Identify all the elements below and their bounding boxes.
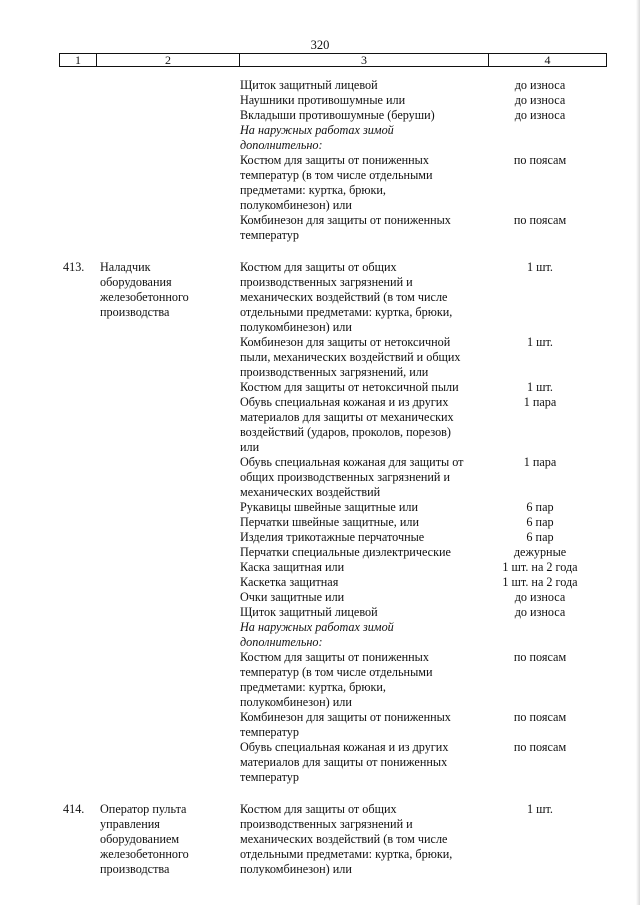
issue-norm: [485, 183, 590, 198]
table-row: [0, 862, 640, 877]
equipment-item: предметами: куртка, брюки,: [240, 680, 386, 694]
table-row: [0, 485, 640, 500]
job-title: оборудования: [100, 275, 172, 289]
row-number: [0, 183, 100, 198]
row-number: [0, 93, 100, 108]
table-row: [0, 123, 640, 138]
equipment-item: Вкладыши противошумные (беруши): [240, 108, 435, 122]
issue-norm: 1 пара: [523, 455, 557, 469]
issue-norm: [485, 695, 590, 710]
job-title: [100, 198, 240, 213]
job-title: [100, 350, 240, 365]
row-number: [0, 847, 100, 862]
row-number: [0, 500, 100, 515]
table-row: [0, 740, 640, 755]
table-row: [0, 380, 640, 395]
table-row: [0, 680, 640, 695]
issue-norm: 6 пар: [526, 500, 554, 514]
equipment-item: температур: [240, 228, 299, 242]
table-row: [0, 530, 640, 545]
issue-norm: до износа: [514, 93, 566, 107]
row-number: [0, 410, 100, 425]
issue-norm: [485, 470, 590, 485]
issue-norm: по поясам: [513, 650, 567, 664]
row-number: [0, 817, 100, 832]
row-number: 413.: [63, 260, 85, 274]
job-title: [100, 635, 240, 650]
job-title: [100, 93, 240, 108]
table-row: [0, 320, 640, 335]
job-title: [100, 605, 240, 620]
table-row: [0, 500, 640, 515]
scan-edge: [636, 0, 640, 905]
row-number: [0, 605, 100, 620]
equipment-item: Перчатки специальные диэлектрические: [240, 545, 451, 559]
job-title: [100, 650, 240, 665]
equipment-item: отдельными предметами: куртка, брюки,: [240, 847, 453, 861]
row-number: [0, 305, 100, 320]
table-row: [0, 228, 640, 243]
table-row: [0, 365, 640, 380]
issue-norm: [485, 305, 590, 320]
equipment-item: отдельными предметами: куртка, брюки,: [240, 305, 453, 319]
equipment-item: производственных загрязнений и: [240, 275, 413, 289]
job-title: [100, 183, 240, 198]
equipment-item: или: [240, 440, 260, 454]
job-title: [100, 620, 240, 635]
job-title: [100, 365, 240, 380]
equipment-item: Щиток защитный лицевой: [240, 605, 378, 619]
issue-norm: [485, 228, 590, 243]
issue-norm: [485, 832, 590, 847]
job-title: [100, 485, 240, 500]
table-group: [0, 78, 640, 243]
issue-norm: [485, 425, 590, 440]
table-row: [0, 138, 640, 153]
issue-norm: по поясам: [513, 213, 567, 227]
row-number: [0, 365, 100, 380]
row-number: [0, 695, 100, 710]
row-number: [0, 635, 100, 650]
row-number: [0, 228, 100, 243]
row-number: [0, 123, 100, 138]
equipment-item: Щиток защитный лицевой: [240, 78, 378, 92]
table-row: [0, 545, 640, 560]
header-col-4: 4: [544, 53, 551, 67]
equipment-item: механических воздействий (в том числе: [240, 832, 448, 846]
row-number: [0, 590, 100, 605]
row-number: [0, 575, 100, 590]
equipment-item: температур (в том числе отдельными: [240, 665, 433, 679]
issue-norm: до износа: [514, 78, 566, 92]
job-title: производства: [100, 862, 170, 876]
job-title: [100, 335, 240, 350]
row-number: [0, 680, 100, 695]
table-row: [0, 590, 640, 605]
group-spacer: [0, 243, 640, 260]
table-row: [0, 275, 640, 290]
equipment-item: Рукавицы швейные защитные или: [240, 500, 418, 514]
issue-norm: [485, 198, 590, 213]
row-number: [0, 290, 100, 305]
row-number: [0, 380, 100, 395]
job-title: [100, 410, 240, 425]
row-number: [0, 665, 100, 680]
job-title: [100, 320, 240, 335]
equipment-item: Костюм для защиты от общих: [240, 260, 397, 274]
issue-norm: 1 шт.: [527, 335, 553, 349]
row-number: [0, 168, 100, 183]
issue-norm: [485, 138, 590, 153]
equipment-item: Обувь специальная кожаная и из других: [240, 740, 449, 754]
job-title: [100, 138, 240, 153]
row-number: [0, 275, 100, 290]
issue-norm: [485, 725, 590, 740]
job-title: управления: [100, 817, 160, 831]
row-number: [0, 755, 100, 770]
table-row: [0, 515, 640, 530]
equipment-item: Костюм для защиты от нетоксичной пыли: [240, 380, 459, 394]
job-title: [100, 695, 240, 710]
table-row: [0, 108, 640, 123]
equipment-item: Костюм для защиты от пониженных: [240, 153, 429, 167]
page-number: 320: [310, 38, 330, 52]
equipment-item: Наушники противошумные или: [240, 93, 406, 107]
row-number: [0, 78, 100, 93]
issue-norm: 1 шт. на 2 года: [502, 575, 578, 589]
equipment-item: пыли, механических воздействий и общих: [240, 350, 461, 364]
row-number: [0, 545, 100, 560]
equipment-item: Изделия трикотажные перчаточные: [240, 530, 425, 544]
row-number: [0, 153, 100, 168]
job-title: железобетонного: [100, 290, 189, 304]
row-number: [0, 650, 100, 665]
table-row: [0, 817, 640, 832]
issue-norm: 1 шт.: [527, 380, 553, 394]
table-row: [0, 290, 640, 305]
row-number: [0, 770, 100, 785]
row-number: [0, 560, 100, 575]
job-title: [100, 228, 240, 243]
table-row: [0, 213, 640, 228]
equipment-item: Комбинезон для защиты от пониженных: [240, 213, 451, 227]
table-row: [0, 455, 640, 470]
job-title: Оператор пульта: [100, 802, 187, 816]
issue-norm: 6 пар: [526, 530, 554, 544]
equipment-item: полукомбинезон) или: [240, 320, 352, 334]
equipment-item: воздействий (ударов, проколов, порезов): [240, 425, 451, 439]
equipment-item: Костюм для защиты от общих: [240, 802, 397, 816]
row-number: [0, 710, 100, 725]
table-row: [0, 350, 640, 365]
equipment-item: температур (в том числе отдельными: [240, 168, 433, 182]
job-title: железобетонного: [100, 847, 189, 861]
issue-norm: дежурные: [513, 545, 567, 559]
issue-norm: [485, 485, 590, 500]
job-title: [100, 168, 240, 183]
group-spacer: [0, 785, 640, 802]
header-col-3: 3: [240, 54, 489, 66]
job-title: [100, 153, 240, 168]
row-number: [0, 530, 100, 545]
job-title: [100, 425, 240, 440]
table-row: [0, 605, 640, 620]
job-title: [100, 680, 240, 695]
table-body: [0, 78, 640, 877]
issue-norm: [485, 168, 590, 183]
issue-norm: [485, 290, 590, 305]
equipment-item: Комбинезон для защиты от пониженных: [240, 710, 451, 724]
equipment-item: Каскетка защитная: [240, 575, 339, 589]
table-row: [0, 153, 640, 168]
issue-norm: [485, 410, 590, 425]
row-number: [0, 138, 100, 153]
row-number: [0, 440, 100, 455]
table-row: [0, 665, 640, 680]
job-title: [100, 755, 240, 770]
job-title: [100, 560, 240, 575]
issue-norm: 1 шт. на 2 года: [502, 560, 578, 574]
job-title: [100, 530, 240, 545]
header-col-1: 1: [60, 54, 97, 66]
job-title: [100, 108, 240, 123]
table-row: [0, 183, 640, 198]
row-number: [0, 425, 100, 440]
equipment-item: механических воздействий: [240, 485, 381, 499]
issue-norm: [485, 620, 590, 635]
issue-norm: [485, 440, 590, 455]
equipment-item: Перчатки швейные защитные, или: [240, 515, 420, 529]
row-number: [0, 108, 100, 123]
job-title: [100, 440, 240, 455]
table-row: [0, 695, 640, 710]
table-row: [0, 847, 640, 862]
table-group: [0, 260, 640, 785]
table-row: [0, 560, 640, 575]
section-note: На наружных работах зимой: [240, 123, 394, 137]
table-row: [0, 635, 640, 650]
row-number: [0, 832, 100, 847]
table-group: [0, 802, 640, 877]
row-number: [0, 335, 100, 350]
issue-norm: 1 пара: [523, 395, 557, 409]
job-title: [100, 380, 240, 395]
row-number: 414.: [63, 802, 85, 816]
job-title: [100, 575, 240, 590]
row-number: [0, 740, 100, 755]
issue-norm: [485, 847, 590, 862]
row-number: [0, 198, 100, 213]
table-row: [0, 575, 640, 590]
equipment-item: общих производственных загрязнений и: [240, 470, 451, 484]
equipment-item: температур: [240, 725, 299, 739]
job-title: Наладчик: [100, 260, 151, 274]
issue-norm: [485, 680, 590, 695]
equipment-item: Обувь специальная кожаная для защиты от: [240, 455, 464, 469]
job-title: [100, 395, 240, 410]
equipment-item: полукомбинезон) или: [240, 198, 352, 212]
issue-norm: [485, 817, 590, 832]
row-number: [0, 395, 100, 410]
table-row: [0, 710, 640, 725]
job-title: [100, 470, 240, 485]
issue-norm: [485, 123, 590, 138]
job-title: [100, 500, 240, 515]
job-title: производства: [100, 305, 170, 319]
job-title: оборудованием: [100, 832, 180, 846]
issue-norm: 6 пар: [526, 515, 554, 529]
row-number: [0, 350, 100, 365]
table-header: [59, 53, 607, 67]
equipment-item: производственных загрязнений, или: [240, 365, 429, 379]
job-title: [100, 515, 240, 530]
job-title: [100, 770, 240, 785]
issue-norm: по поясам: [513, 153, 567, 167]
equipment-item: полукомбинезон) или: [240, 695, 352, 709]
equipment-item: Костюм для защиты от пониженных: [240, 650, 429, 664]
issue-norm: [485, 635, 590, 650]
issue-norm: [485, 365, 590, 380]
job-title: [100, 710, 240, 725]
equipment-item: температур: [240, 770, 299, 784]
job-title: [100, 665, 240, 680]
table-row: [0, 198, 640, 213]
equipment-item: Обувь специальная кожаная и из других: [240, 395, 449, 409]
issue-norm: [485, 755, 590, 770]
table-row: [0, 755, 640, 770]
issue-norm: [485, 862, 590, 877]
row-number: [0, 620, 100, 635]
table-row: [0, 410, 640, 425]
job-title: [100, 123, 240, 138]
equipment-item: механических воздействий (в том числе: [240, 290, 448, 304]
equipment-item: Комбинезон для защиты от нетоксичной: [240, 335, 451, 349]
row-number: [0, 862, 100, 877]
row-number: [0, 470, 100, 485]
section-note: дополнительно:: [240, 635, 323, 649]
table-row: [0, 440, 640, 455]
row-number: [0, 485, 100, 500]
equipment-item: предметами: куртка, брюки,: [240, 183, 386, 197]
equipment-item: Очки защитные или: [240, 590, 345, 604]
job-title: [100, 78, 240, 93]
row-number: [0, 213, 100, 228]
row-number: [0, 515, 100, 530]
table-row: [0, 802, 640, 817]
equipment-item: производственных загрязнений и: [240, 817, 413, 831]
equipment-item: материалов для защиты от механических: [240, 410, 454, 424]
issue-norm: [485, 320, 590, 335]
issue-norm: [485, 665, 590, 680]
table-row: [0, 78, 640, 93]
table-row: [0, 335, 640, 350]
issue-norm: [485, 770, 590, 785]
issue-norm: до износа: [514, 590, 566, 604]
equipment-item: материалов для защиты от пониженных: [240, 755, 448, 769]
table-row: [0, 395, 640, 410]
row-number: [0, 455, 100, 470]
equipment-item: полукомбинезон) или: [240, 862, 352, 876]
section-note: На наружных работах зимой: [240, 620, 394, 634]
issue-norm: 1 шт.: [527, 260, 553, 274]
table-row: [0, 725, 640, 740]
issue-norm: до износа: [514, 108, 566, 122]
issue-norm: до износа: [514, 605, 566, 619]
job-title: [100, 590, 240, 605]
job-title: [100, 740, 240, 755]
equipment-item: Каска защитная или: [240, 560, 345, 574]
table-row: [0, 620, 640, 635]
job-title: [100, 213, 240, 228]
table-row: [0, 425, 640, 440]
job-title: [100, 455, 240, 470]
job-title: [100, 725, 240, 740]
row-number: [0, 320, 100, 335]
issue-norm: 1 шт.: [527, 802, 553, 816]
table-row: [0, 650, 640, 665]
table-row: [0, 770, 640, 785]
table-row: [0, 470, 640, 485]
header-col-2: 2: [97, 54, 240, 66]
job-title: [100, 545, 240, 560]
table-row: [0, 168, 640, 183]
issue-norm: по поясам: [513, 710, 567, 724]
table-row: [0, 832, 640, 847]
issue-norm: [485, 350, 590, 365]
issue-norm: [485, 275, 590, 290]
row-number: [0, 725, 100, 740]
section-note: дополнительно:: [240, 138, 323, 152]
table-row: [0, 93, 640, 108]
table-row: [0, 305, 640, 320]
table-row: [0, 260, 640, 275]
issue-norm: по поясам: [513, 740, 567, 754]
